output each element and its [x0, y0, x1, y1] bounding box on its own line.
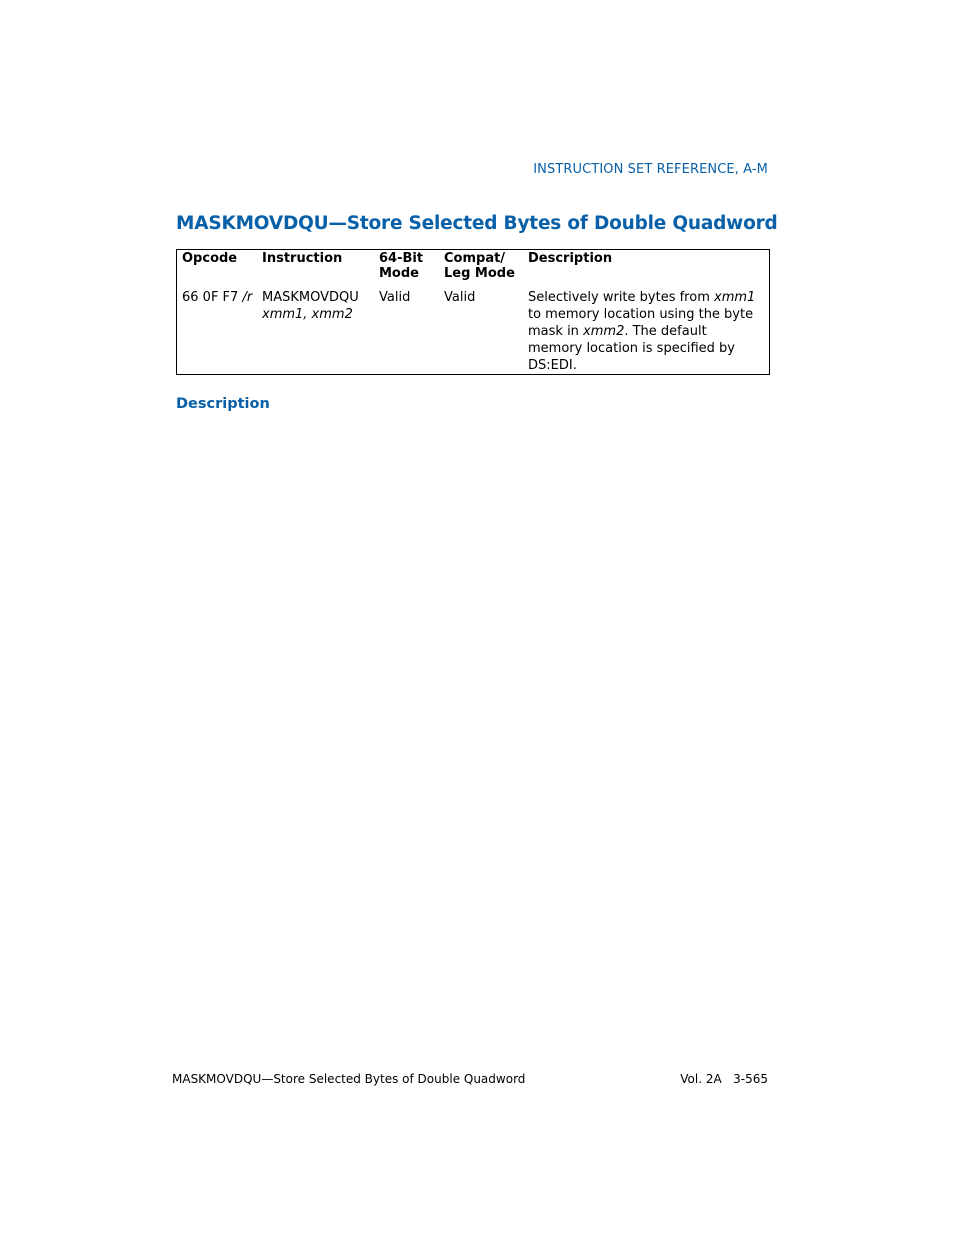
header-description: Description — [528, 251, 613, 266]
header-compat-line1: Compat/ — [444, 251, 506, 266]
header-64bit-line2: Mode — [379, 266, 419, 281]
instruction-mnemonic: MASKMOVDQU — [262, 290, 359, 305]
running-header: INSTRUCTION SET REFERENCE, A-M — [533, 162, 768, 177]
cell-instruction — [257, 289, 374, 375]
description-heading: Description — [176, 396, 270, 412]
footer-title: MASKMOVDQU—Store Selected Bytes of Double Quadword — [172, 1072, 526, 1086]
opcode-main: 66 0F F7 — [182, 290, 243, 305]
desc-part1: Selectively write bytes from — [528, 290, 714, 305]
header-compat-line2: Leg Mode — [444, 266, 515, 281]
opcode-table — [176, 249, 770, 375]
header-instruction: Instruction — [262, 251, 343, 266]
header-64bit-line1: 64-Bit — [379, 251, 424, 266]
cell-opcode — [177, 289, 258, 375]
desc-part2: to memory location using the byte mask in — [528, 307, 754, 339]
instruction-operands: xmm1, xmm2 — [262, 307, 353, 322]
desc-part3: . The default memory location is specified by DS:EDI. — [528, 324, 735, 373]
footer-page-number: Vol. 2A 3-565 — [680, 1072, 768, 1086]
table-header-row — [177, 250, 770, 290]
cell-description — [523, 289, 770, 375]
cell-64bit-mode: Valid — [379, 290, 411, 305]
opcode-modrm: /r — [242, 290, 253, 305]
header-opcode: Opcode — [182, 251, 238, 266]
header-compat-mode — [439, 250, 523, 290]
cell-compat-mode: Valid — [444, 290, 476, 305]
desc-xmm2: xmm2 — [583, 324, 625, 339]
desc-xmm1: xmm1 — [714, 290, 756, 305]
table-row — [177, 289, 770, 375]
section-title: MASKMOVDQU—Store Selected Bytes of Double Quadword — [176, 213, 778, 234]
header-64bit-mode — [374, 250, 439, 290]
